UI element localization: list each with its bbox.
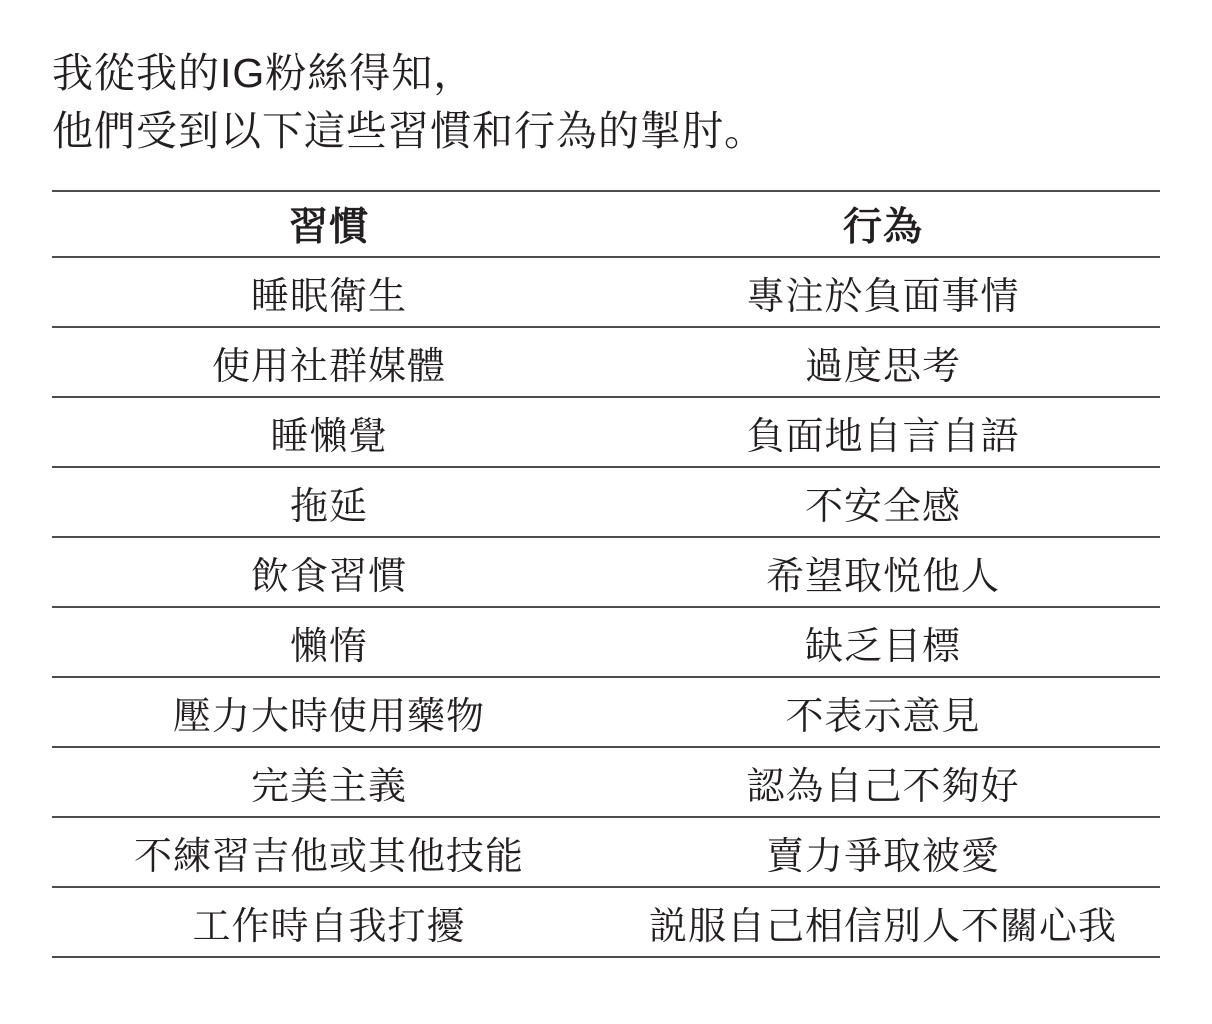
habit-cell: 不練習吉他或其他技能 xyxy=(52,817,606,887)
habit-cell: 完美主義 xyxy=(52,747,606,817)
table-row xyxy=(52,817,1160,887)
column-header-habits: 習慣 xyxy=(52,191,606,257)
habit-cell: 使用社群媒體 xyxy=(52,327,606,397)
behavior-cell: 過度思考 xyxy=(606,327,1160,397)
table-row xyxy=(52,467,1160,537)
behavior-cell: 不表示意見 xyxy=(606,677,1160,747)
habit-cell: 飲食習慣 xyxy=(52,537,606,607)
habit-cell: 工作時自我打擾 xyxy=(52,887,606,957)
behavior-cell: 負面地自言自語 xyxy=(606,397,1160,467)
habit-cell: 拖延 xyxy=(52,467,606,537)
intro-text xyxy=(52,44,1160,160)
habit-cell: 睡眠衛生 xyxy=(52,257,606,327)
habit-cell: 懶惰 xyxy=(52,607,606,677)
habits-behaviors-table-container xyxy=(52,190,1160,958)
intro-line-1: 我從我的IG粉絲得知， xyxy=(52,50,476,96)
behavior-cell: 不安全感 xyxy=(606,467,1160,537)
intro-line-2: 他們受到以下這些習慣和行為的掣肘。 xyxy=(52,108,766,154)
behavior-cell: 認為自己不夠好 xyxy=(606,747,1160,817)
behavior-cell: 希望取悦他人 xyxy=(606,537,1160,607)
habits-behaviors-table xyxy=(52,190,1160,958)
habit-cell: 睡懶覺 xyxy=(52,397,606,467)
table-row xyxy=(52,677,1160,747)
table-row xyxy=(52,397,1160,467)
table-body xyxy=(52,257,1160,957)
behavior-cell: 説服自己相信別人不關心我 xyxy=(606,887,1160,957)
habit-cell: 壓力大時使用藥物 xyxy=(52,677,606,747)
table-row xyxy=(52,327,1160,397)
behavior-cell: 缺乏目標 xyxy=(606,607,1160,677)
behavior-cell: 專注於負面事情 xyxy=(606,257,1160,327)
table-row xyxy=(52,537,1160,607)
table-header xyxy=(52,191,1160,257)
table-row xyxy=(52,747,1160,817)
column-header-behaviors: 行為 xyxy=(606,191,1160,257)
header-row xyxy=(52,191,1160,257)
table-row xyxy=(52,607,1160,677)
behavior-cell: 賣力爭取被愛 xyxy=(606,817,1160,887)
table-row xyxy=(52,887,1160,957)
table-row xyxy=(52,257,1160,327)
